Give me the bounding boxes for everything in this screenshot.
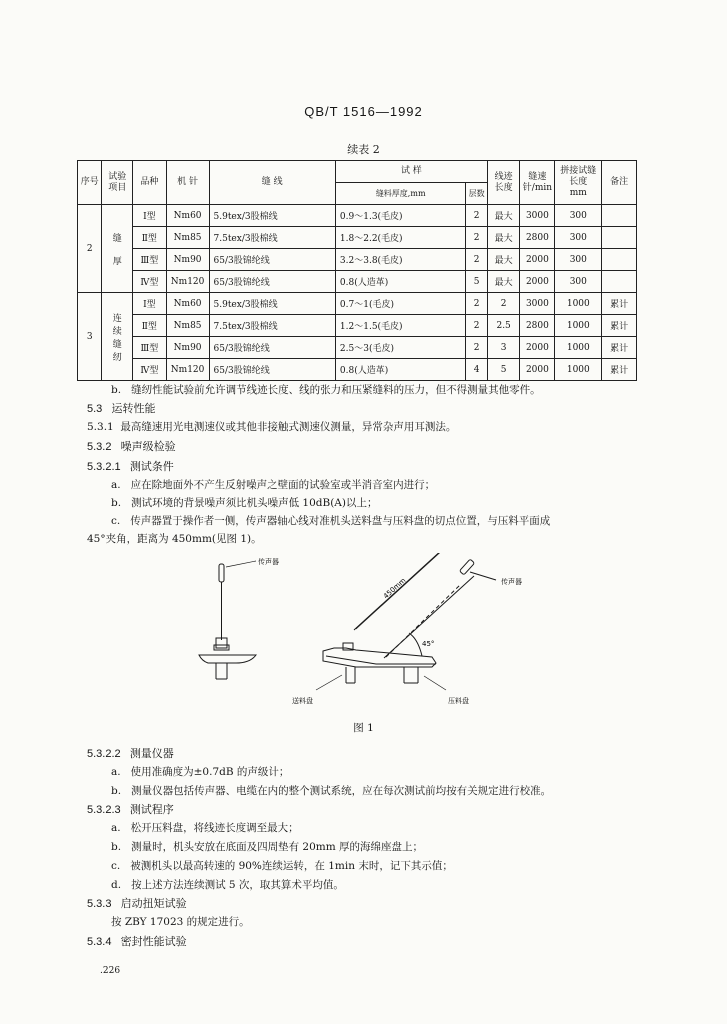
cell-stitch: 2.5 [487, 315, 520, 337]
section-5-3-2-1 [87, 458, 174, 474]
cell-layers: 5 [466, 271, 487, 293]
item-continuation: 45°夹角，距离为 450mm(见图 1)。 [87, 533, 262, 545]
cell-note: 累计 [602, 315, 637, 337]
page-number: .226 [100, 966, 121, 976]
cell-needle: Nm85 [166, 227, 209, 249]
angle-arc [409, 633, 422, 656]
cell-stitch: 最大 [487, 227, 520, 249]
head-speed-line1: 缝速 [528, 171, 547, 182]
head-note: 备注 [602, 161, 637, 205]
microphone-left-icon [219, 564, 224, 640]
section-5-3 [87, 400, 155, 416]
section-title: 测试条件 [129, 461, 174, 473]
cell-speed: 2800 [520, 227, 555, 249]
cell-needle: Nm120 [166, 271, 209, 293]
table-header-row [78, 161, 637, 183]
cell-stitch: 最大 [487, 249, 520, 271]
section-number: 5.3 [87, 403, 103, 415]
page-header: QB/T 1516—1992 [304, 104, 423, 119]
item-letter: b. [111, 384, 122, 396]
head-item [102, 161, 133, 205]
machine-head-right [323, 643, 436, 683]
section-number: 5.3.2.1 [87, 461, 121, 473]
head-sample: 试 样 [335, 161, 487, 183]
cell-thread: 65/3股锦纶线 [209, 271, 335, 293]
cell-note [602, 249, 637, 271]
cell-speed: 3000 [520, 293, 555, 315]
cell-thread: 7.5tex/3股棉线 [209, 227, 335, 249]
label-distance: 450mm [381, 576, 408, 601]
group-item-char: 缝 [112, 233, 122, 244]
cell-variety: Ⅱ型 [133, 315, 167, 337]
head-seq: 序号 [78, 161, 102, 205]
head-variety: 品种 [133, 161, 167, 205]
section-5-3-2 [87, 438, 176, 454]
cell-layers: 2 [466, 227, 487, 249]
machine-head-left [199, 638, 256, 679]
cell-thickness: 0.8(人造革) [335, 271, 466, 293]
cell-note: 累计 [602, 337, 637, 359]
table-row [78, 271, 637, 293]
group-item-char: 续 [112, 326, 122, 337]
item-text: 测试环境的背景噪声须比机头噪声低 10dB(A)以上； [131, 497, 378, 509]
cell-needle: Nm60 [166, 293, 209, 315]
label-mic-right: 传声器 [501, 578, 522, 586]
cell-thread: 5.9tex/3股棉线 [209, 205, 335, 227]
item-text: 被测机头以最高转速的 90%连续运转，在 1min 末时，记下其示值； [130, 860, 453, 872]
list-item [111, 820, 299, 835]
item-text: 应在除地面外不产生反射噪声之壁面的试验室或半消音室内进行； [130, 479, 436, 491]
table-row [78, 293, 637, 315]
distance-dimension [354, 553, 474, 658]
head-thread: 缝 线 [209, 161, 335, 205]
head-stitch-line1: 线迹 [494, 171, 513, 182]
cell-length: 300 [555, 249, 602, 271]
cell-layers: 2 [466, 249, 487, 271]
item-letter: c. [111, 860, 121, 872]
cell-variety: Ⅳ型 [133, 359, 167, 381]
cell-layers: 2 [466, 315, 487, 337]
cell-speed: 2800 [520, 315, 555, 337]
list-item [111, 839, 423, 854]
list-item [111, 877, 344, 892]
cell-thread: 65/3股锦纶线 [209, 249, 335, 271]
label-press-disc: 压料盘 [448, 697, 469, 705]
section-number: 5.3.1 [87, 421, 114, 433]
label-angle: 45° [422, 640, 435, 648]
cell-variety: Ⅰ型 [133, 293, 167, 315]
table-row [78, 315, 637, 337]
cell-thread: 65/3股锦纶线 [209, 359, 335, 381]
section-number: 5.3.3 [87, 898, 112, 910]
head-thickness: 缝料厚度,mm [335, 183, 466, 205]
cell-stitch: 5 [487, 359, 520, 381]
section-number: 5.3.2.2 [87, 748, 121, 760]
head-layers: 层数 [466, 183, 487, 205]
cell-needle: Nm90 [166, 249, 209, 271]
cell-speed: 2000 [520, 359, 555, 381]
section-title: 噪声级检验 [120, 441, 176, 453]
cell-variety: Ⅲ型 [133, 249, 167, 271]
group-item-char: 纫 [112, 352, 122, 363]
cell-needle: Nm120 [166, 359, 209, 381]
item-text: 传声器置于操作者一侧，传声器轴心线对准机头送料盘与压料盘的切点位置，与压料平面成 [130, 515, 551, 527]
head-needle: 机 针 [166, 161, 209, 205]
head-length-line2: 长度 [569, 177, 588, 187]
group-item-char: 缝 [112, 339, 122, 350]
table-row [78, 205, 637, 227]
cell-thread: 65/3股锦纶线 [209, 337, 335, 359]
section-title: 启动扭矩试验 [120, 898, 187, 910]
section-title: 测量仪器 [129, 748, 174, 760]
cell-thickness: 1.2～1.5(毛皮) [335, 315, 466, 337]
list-item [111, 477, 435, 492]
section-5-3-2-3 [87, 801, 174, 817]
section-5-3-3 [87, 895, 187, 911]
cell-length: 1000 [555, 359, 602, 381]
cell-stitch: 最大 [487, 205, 520, 227]
cell-thickness: 0.7～1(毛皮) [335, 293, 466, 315]
cell-length: 300 [555, 271, 602, 293]
head-length-line1: 拼接试缝 [560, 166, 597, 176]
cell-length: 1000 [555, 337, 602, 359]
list-item [111, 513, 550, 528]
item-letter: a. [111, 479, 121, 491]
cell-variety: Ⅲ型 [133, 337, 167, 359]
cell-length: 1000 [555, 315, 602, 337]
label-mic-left: 传声器 [258, 558, 279, 566]
microphone-right-icon [459, 559, 496, 580]
cell-thickness: 0.9～1.3(毛皮) [335, 205, 466, 227]
item-letter: a. [111, 766, 121, 778]
cell-thickness: 0.8(人造革) [335, 359, 466, 381]
item-text: 缝纫性能试验前允许调节线迹长度、线的张力和压紧缝料的压力，但不得测量其他零件。 [131, 384, 541, 396]
list-item [111, 764, 289, 779]
section-5-3-1 [87, 419, 456, 434]
section-title: 测试程序 [129, 804, 174, 816]
cell-note [602, 205, 637, 227]
section-number: 5.3.4 [87, 936, 112, 948]
section-number: 5.3.2.3 [87, 804, 121, 816]
section-5-3-2-2 [87, 745, 174, 761]
cell-speed: 2000 [520, 337, 555, 359]
section-5-3-4 [87, 933, 187, 949]
cell-needle: Nm90 [166, 337, 209, 359]
item-text: 按上述方法连续测试 5 次，取其算术平均值。 [131, 879, 344, 891]
cell-needle: Nm85 [166, 315, 209, 337]
cell-layers: 2 [466, 293, 487, 315]
group-seq: 3 [78, 293, 102, 381]
cell-stitch: 最大 [487, 271, 520, 293]
item-text: 松开压料盘，将线迹长度调至最大； [130, 822, 299, 834]
head-seam-length [555, 161, 602, 205]
cell-layers: 2 [466, 205, 487, 227]
cell-length: 1000 [555, 293, 602, 315]
section-number: 5.3.2 [87, 441, 112, 453]
cell-note: 累计 [602, 293, 637, 315]
label-feed-disc: 送料盘 [292, 697, 313, 705]
head-speed-line2: 针/min [522, 182, 553, 193]
list-item [111, 495, 378, 510]
table-row [78, 227, 637, 249]
cell-variety: Ⅳ型 [133, 271, 167, 293]
head-stitch-length [487, 161, 520, 205]
table-row [78, 359, 637, 381]
head-length-line3: mm [569, 188, 587, 198]
group-item-char: 厚 [112, 256, 122, 267]
item-letter: b. [111, 785, 122, 797]
cell-needle: Nm60 [166, 205, 209, 227]
cell-layers: 2 [466, 337, 487, 359]
note-b [111, 382, 541, 397]
item-letter: b. [111, 841, 122, 853]
item-letter: d. [111, 879, 122, 891]
item-text: 测量时，机头安放在底面及四周垫有 20mm 厚的海绵座盘上； [131, 841, 424, 853]
cell-speed: 3000 [520, 205, 555, 227]
cell-stitch: 3 [487, 337, 520, 359]
cell-note [602, 227, 637, 249]
table-row [78, 337, 637, 359]
item-letter: c. [111, 515, 121, 527]
item-letter: a. [111, 822, 121, 834]
cell-thickness: 2.5～3(毛皮) [335, 337, 466, 359]
table-row [78, 249, 637, 271]
cell-speed: 2000 [520, 249, 555, 271]
cell-length: 300 [555, 205, 602, 227]
group-seq: 2 [78, 205, 102, 293]
section-title: 运转性能 [111, 403, 156, 415]
table-caption: 续表 2 [347, 143, 380, 156]
cell-length: 300 [555, 227, 602, 249]
item-text: 使用准确度为±0.7dB 的声级计； [130, 766, 290, 778]
section-text: 最高缝速用光电测速仪或其他非接触式测速仪测量，异常杂声用耳测法。 [120, 421, 457, 433]
group-item [102, 293, 133, 381]
item-text: 测量仪器包括传声器、电缆在内的整个测试系统，应在每次测试前均按有关规定进行校准。 [131, 785, 552, 797]
item-letter: b. [111, 497, 122, 509]
section-5-3-3-text: 按 ZBY 17023 的规定进行。 [111, 916, 250, 928]
cell-speed: 2000 [520, 271, 555, 293]
head-stitch-line2: 长度 [494, 182, 513, 193]
cell-thread: 7.5tex/3股棉线 [209, 315, 335, 337]
group-item [102, 205, 133, 293]
head-item-line2: 项目 [108, 182, 127, 193]
head-item-line1: 试验 [108, 171, 127, 182]
group-item-char: 连 [112, 313, 122, 324]
cell-thickness: 3.2～3.8(毛皮) [335, 249, 466, 271]
cell-note: 累计 [602, 359, 637, 381]
figure-1-diagram [196, 553, 536, 715]
test-table [77, 160, 637, 381]
cell-variety: Ⅰ型 [133, 205, 167, 227]
cell-note [602, 271, 637, 293]
section-title: 密封性能试验 [120, 936, 187, 948]
head-speed [520, 161, 555, 205]
cell-thread: 5.9tex/3股棉线 [209, 293, 335, 315]
cell-thickness: 1.8～2.2(毛皮) [335, 227, 466, 249]
cell-layers: 4 [466, 359, 487, 381]
cell-stitch: 2 [487, 293, 520, 315]
list-item [111, 858, 453, 873]
list-item [111, 783, 551, 798]
figure-caption: 图 1 [353, 722, 374, 734]
cell-variety: Ⅱ型 [133, 227, 167, 249]
